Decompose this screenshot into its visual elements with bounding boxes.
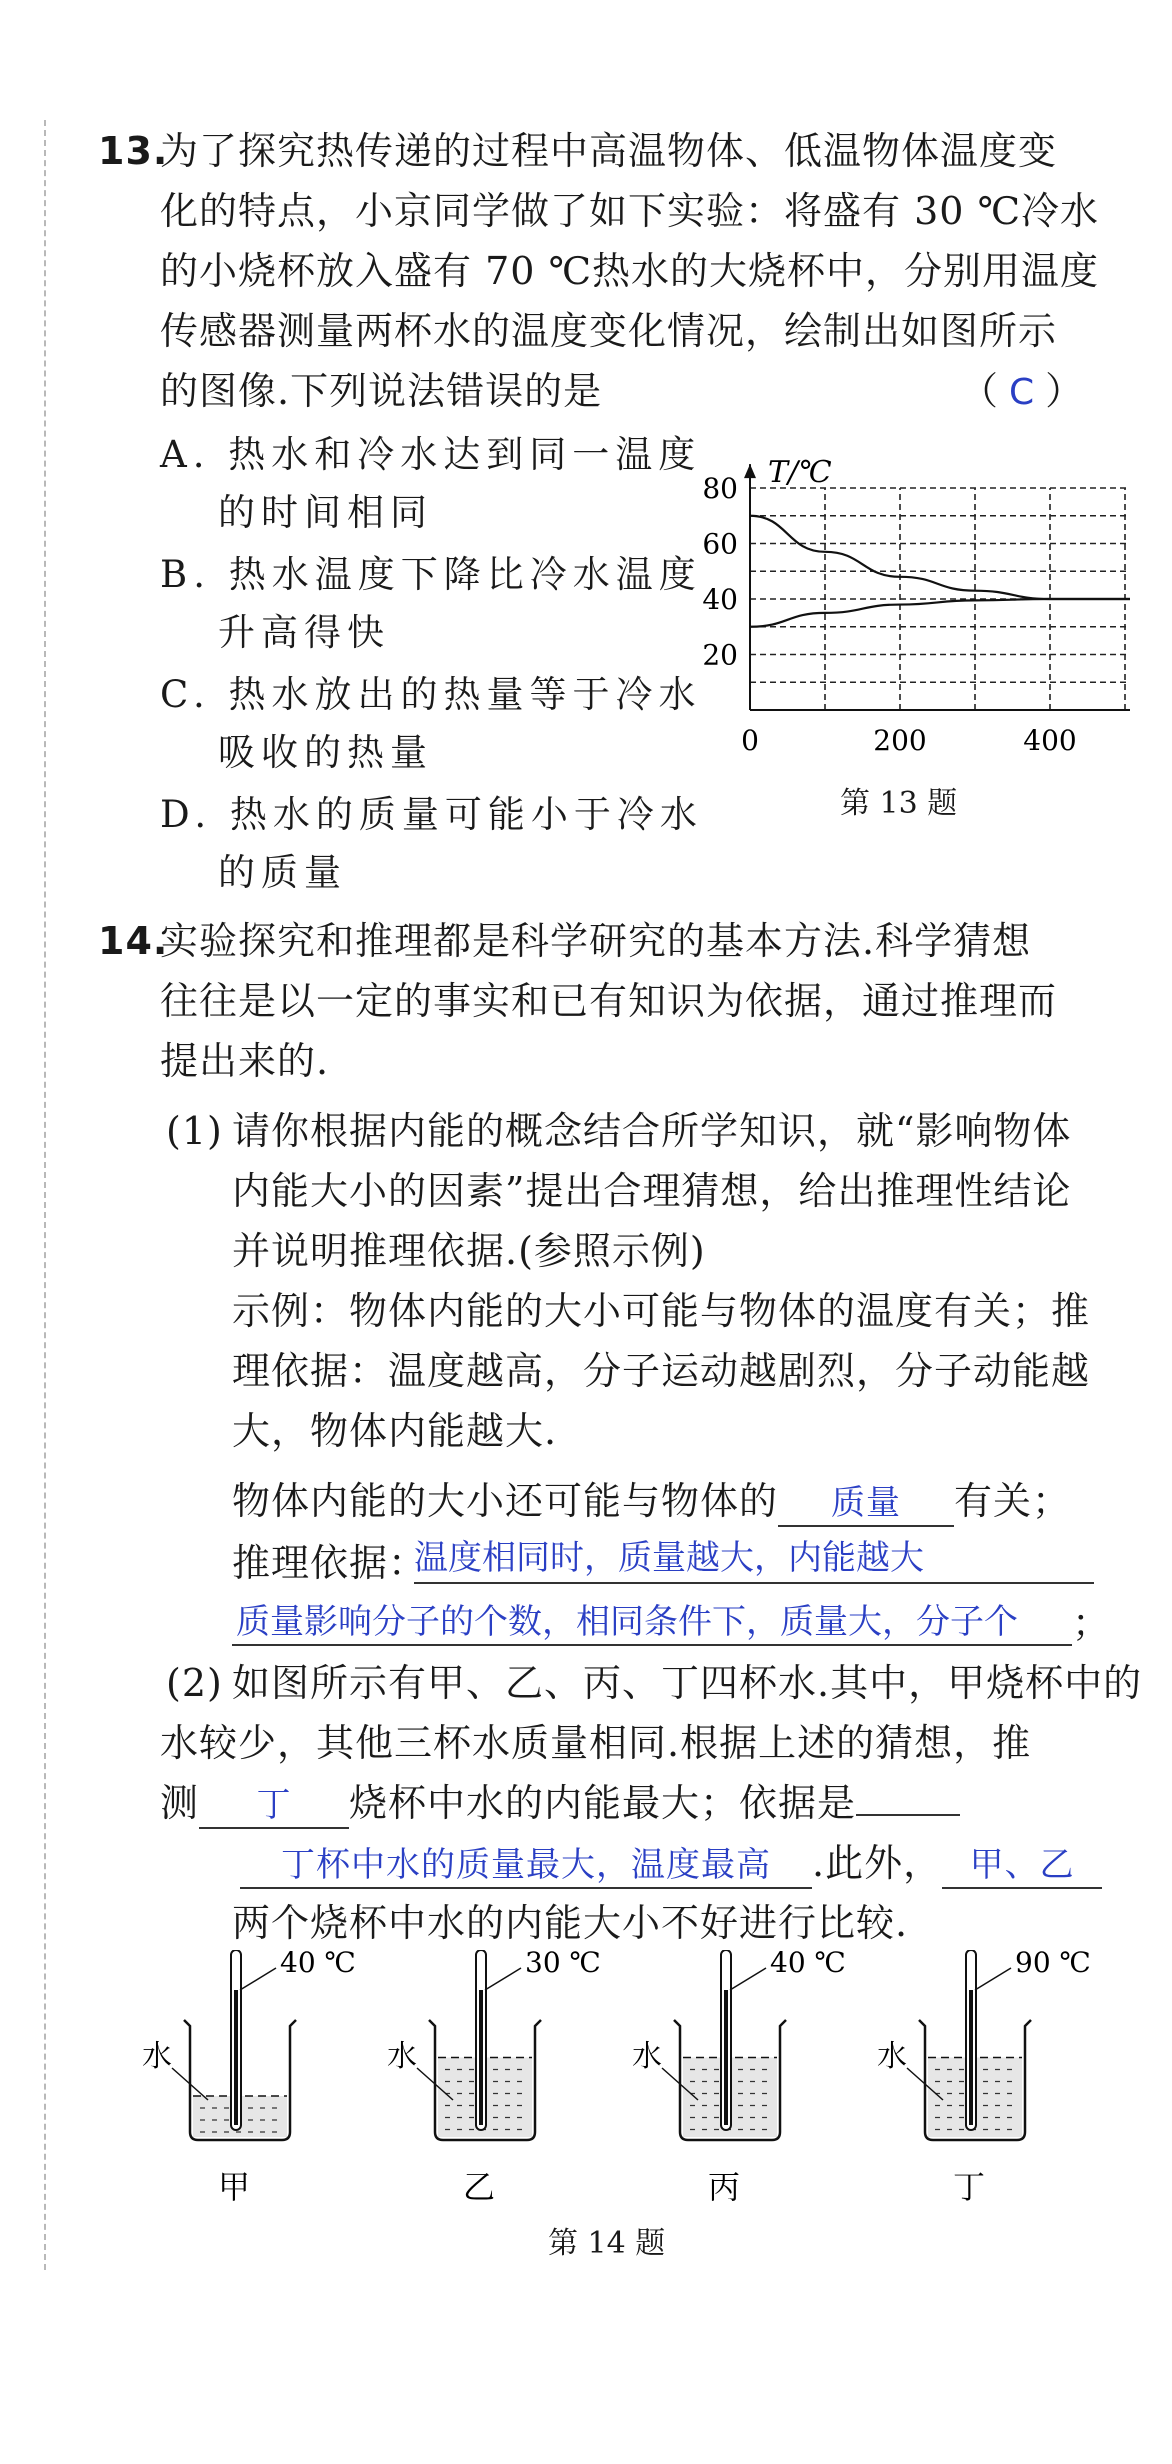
- q14-p2-line3-suffix: 烧杯中水的内能最大；依据是: [349, 1781, 857, 1825]
- temp-leader: [730, 1968, 766, 1990]
- beaker-3: [632, 1950, 846, 2206]
- series-line-hot-water: [750, 516, 1130, 599]
- q14-example-3: 大，物体内能越大.: [232, 1409, 558, 1453]
- q14-p1-line-1: 请你根据内能的概念结合所学知识，就“影响物体: [232, 1109, 1072, 1153]
- beaker-name: 乙: [462, 2168, 496, 2206]
- q14-p1-basis-label: 推理依据：: [232, 1541, 428, 1585]
- y-axis-label: T/℃: [768, 455, 832, 491]
- q14-p2-line-2: 水较少，其他三杯水质量相同.根据上述的猜想，推: [160, 1721, 1032, 1765]
- q13-option-d-cont: 的质量: [218, 851, 347, 894]
- q14-p2-answer-cup: 丁: [199, 1783, 349, 1829]
- q13-paren-close: ）: [1045, 369, 1085, 413]
- q14-p2-line-5: 两个烧杯中水的内能大小不好进行比较.: [232, 1901, 909, 1945]
- margin-dashed-line: [44, 120, 46, 2270]
- q13-answer: C: [1009, 372, 1036, 413]
- beaker-1: [142, 1950, 356, 2206]
- temp-leader: [485, 1968, 521, 1990]
- q14-p1-line-2: 内能大小的因素”提出合理猜想，给出推理性结论: [232, 1169, 1072, 1213]
- thermometer-column: [969, 1990, 973, 2125]
- x-tick-label: 200: [873, 724, 927, 757]
- beaker-name: 丙: [707, 2168, 741, 2206]
- q14-p1-basis-end: ；: [1072, 1601, 1112, 1645]
- temperature-label: 40 ℃: [280, 1950, 356, 1979]
- q14-p2-line3-prefix: 测: [160, 1781, 200, 1825]
- y-tick-label: 80: [702, 472, 738, 505]
- temperature-label: 30 ℃: [525, 1950, 601, 1979]
- beaker-4: [877, 1950, 1091, 2206]
- temp-leader: [240, 1968, 276, 1990]
- q14-example-2: 理依据：温度越高，分子运动越剧烈，分子动能越: [232, 1349, 1091, 1393]
- q14-p2-label: (2): [166, 1661, 223, 1705]
- q13-line-2: 化的特点，小京同学做了如下实验：将盛有 30 ℃冷水: [160, 189, 1100, 233]
- q13-option-b-cont: 升高得快: [218, 611, 390, 654]
- q14-figure-caption: 第 14 题: [548, 2226, 666, 2261]
- q14-p2-line4-mid: .此外，: [812, 1841, 943, 1885]
- q14-beakers-figure: [110, 1950, 1110, 2210]
- water-label: 水: [877, 2039, 907, 2074]
- y-tick-label: 40: [702, 583, 738, 616]
- q13-option-d: D. 热水的质量可能小于冷水: [160, 793, 703, 836]
- y-axis-arrow: [744, 464, 756, 478]
- q14-p2-basis-answer: 丁杯中水的质量最大，温度最高: [240, 1843, 812, 1889]
- q13-line-1: 为了探究热传递的过程中高温物体、低温物体温度变: [160, 129, 1058, 173]
- q14-intro-3: 提出来的.: [160, 1039, 330, 1083]
- q14-intro-1: 实验探究和推理都是科学研究的基本方法.科学猜想: [160, 919, 1032, 963]
- q14-p1-line-3: 并说明推理依据.(参照示例): [232, 1229, 706, 1273]
- q13-temperature-chart: [690, 420, 1130, 760]
- water-label: 水: [142, 2039, 172, 2074]
- x-tick-label: 400: [1023, 724, 1077, 757]
- q13-option-b: B. 热水温度下降比冷水温度: [160, 553, 702, 596]
- temperature-label: 90 ℃: [1015, 1950, 1091, 1979]
- q14-example-1: 示例：物体内能的大小可能与物体的温度有关；推: [232, 1289, 1091, 1333]
- q14-number: 14.: [98, 919, 169, 963]
- q14-p1-basis-answer-1: 温度相同时，质量越大，内能越大: [414, 1538, 924, 1578]
- beaker-2: [387, 1950, 601, 2206]
- q14-p1-label: (1): [166, 1109, 223, 1153]
- beaker-name: 甲: [217, 2168, 251, 2206]
- q14-p1-fill-prefix: 物体内能的大小还可能与物体的: [232, 1479, 779, 1523]
- q13-line-5: 的图像.下列说法错误的是: [160, 369, 603, 413]
- q13-option-c-cont: 吸收的热量: [218, 731, 433, 774]
- q14-p2-line-3: [160, 1780, 960, 1829]
- water-label: 水: [632, 2039, 662, 2074]
- q14-p1-basis-rule-1: [414, 1582, 1094, 1584]
- thermometer-column: [234, 1990, 238, 2125]
- q13-line-3: 的小烧杯放入盛有 70 ℃热水的大烧杯中，分别用温度: [160, 249, 1100, 293]
- q13-answer-bracket: [960, 368, 1084, 416]
- q14-p2-line-4: [240, 1840, 1102, 1889]
- q13-option-a: A. 热水和冷水达到同一温度: [160, 433, 702, 476]
- y-tick-label: 20: [702, 638, 738, 672]
- q13-paren-open: （: [960, 369, 1000, 413]
- q13-line-4: 传感器测量两杯水的温度变化情况，绘制出如图所示: [160, 309, 1058, 353]
- q14-p2-line-1: 如图所示有甲、乙、丙、丁四杯水.其中，甲烧杯中的: [232, 1661, 1143, 1705]
- q14-p1-fill-answer: 质量: [778, 1481, 954, 1527]
- q14-p1-fill-line: [232, 1478, 1071, 1527]
- water-label: 水: [387, 2039, 417, 2074]
- q14-p1-basis-answer-2: 质量影响分子的个数，相同条件下，质量大，分子个: [236, 1602, 1018, 1642]
- q14-p1-basis-rule-2: [232, 1644, 1072, 1646]
- q14-p1-fill-suffix: 有关；: [954, 1479, 1072, 1523]
- series-line-cold-water: [750, 599, 1130, 627]
- temp-leader: [975, 1968, 1011, 1990]
- y-tick-label: 60: [702, 527, 738, 561]
- q14-intro-2: 往往是以一定的事实和已有知识为依据，通过推理而: [160, 979, 1058, 1023]
- q13-number: 13.: [98, 129, 169, 173]
- x-tick-label: 0: [741, 724, 759, 757]
- q13-figure-caption: 第 13 题: [840, 786, 958, 821]
- q13-option-a-cont: 的时间相同: [218, 491, 433, 534]
- beaker-name: 丁: [952, 2168, 986, 2206]
- temperature-label: 40 ℃: [770, 1950, 846, 1979]
- q13-option-c: C. 热水放出的热量等于冷水: [160, 673, 702, 716]
- thermometer-column: [724, 1990, 728, 2125]
- thermometer-column: [479, 1990, 483, 2125]
- q14-p2-answer-pair: 甲、乙: [942, 1843, 1102, 1889]
- q14-p2-line3-blank: [856, 1814, 960, 1816]
